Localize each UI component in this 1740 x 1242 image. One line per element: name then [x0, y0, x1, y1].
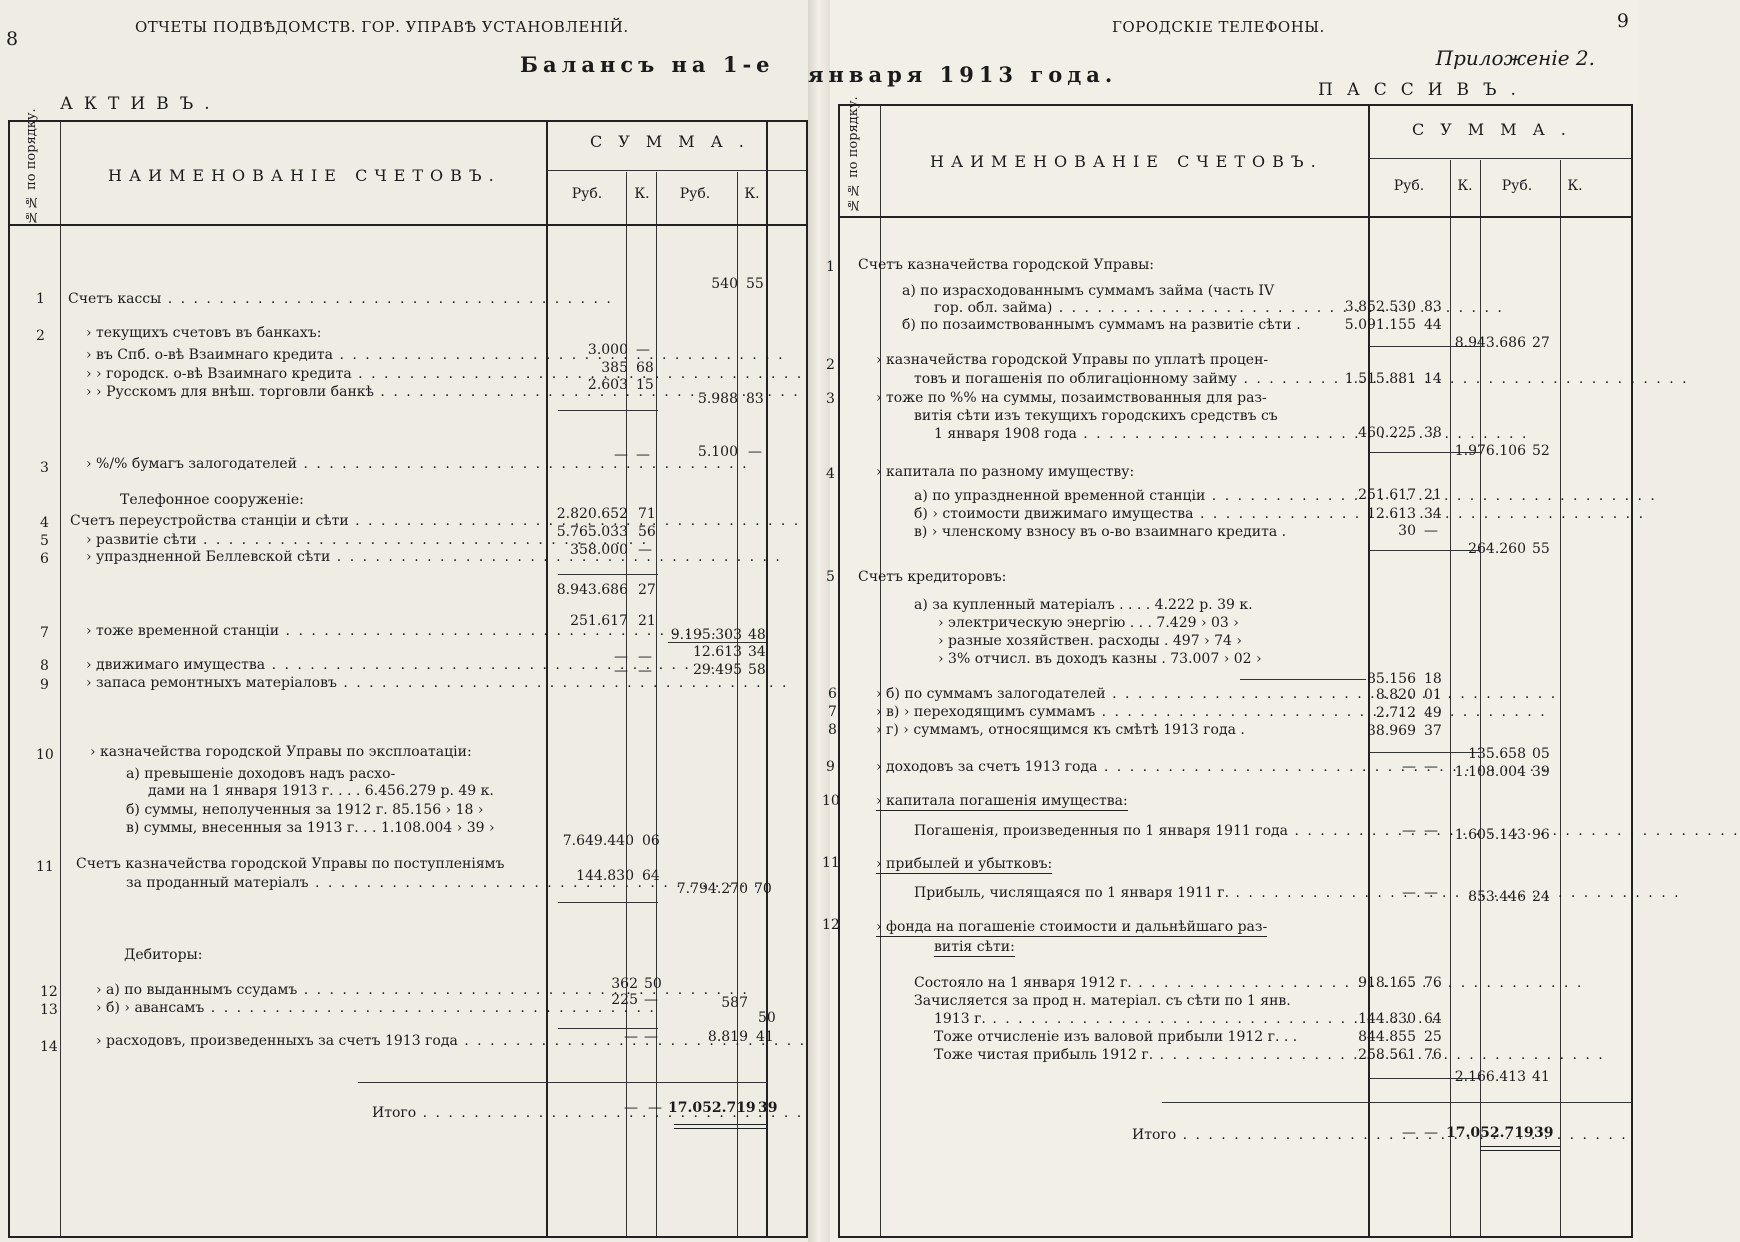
rub-header-2: Руб. [1501, 178, 1533, 194]
account-name: › капитала по разному имуществу: [876, 464, 1135, 480]
amount-rub: 2.712 [1375, 705, 1416, 721]
row-number: 6 [40, 551, 49, 567]
amount-kop: 76 [1424, 1047, 1442, 1063]
account-detail: 1913 г. . . . [934, 1010, 1334, 1028]
amount-rub: 12.613 [1367, 506, 1416, 522]
amount-kop: 83 [1424, 299, 1442, 315]
account-name: › казначейства городской Управы по эксплоатацiи: [90, 744, 472, 760]
amount-kop: 50 [644, 976, 662, 992]
account-detail: б) суммы, неполученныя за 1912 г. 85.156 › 18 › [126, 802, 484, 818]
amount-kop: — [636, 342, 650, 358]
subtotal-rub: 2.166.413 [1454, 1069, 1526, 1085]
account-name: › развитiе сѣти . . . [86, 531, 538, 549]
amount-rub: 2.603 [587, 377, 628, 393]
amount-rub: 144.830 [576, 868, 634, 884]
amount-kop: 38 [1424, 425, 1442, 441]
kop-header: К. [1457, 178, 1473, 194]
amount-kop: 70 [754, 881, 772, 897]
amount-kop: 64 [642, 868, 660, 884]
amount-rub: 7.794.270 [676, 881, 748, 897]
balance-title: января 1913 года. [808, 62, 1118, 87]
kop-header-2: К. [744, 186, 760, 202]
row-number: 12 [40, 984, 58, 1000]
amount-kop: 96 [1532, 827, 1550, 843]
total-kop-1: — [1424, 1125, 1438, 1141]
amount-rub: — [1402, 885, 1416, 901]
row-number: 6 [828, 686, 837, 702]
section-label: Дебиторы: [124, 947, 203, 963]
row-number: 5 [40, 533, 49, 549]
amount-kop: 39 [1532, 764, 1550, 780]
amount-kop: 34 [1424, 506, 1442, 522]
account-detail: Погашенiя, произведенныя по 1 января 1911 года . . . [914, 822, 1334, 840]
amount-kop: 68 [636, 360, 654, 376]
account-name: Счетъ кредиторовъ: [858, 569, 1007, 585]
right-page [808, 0, 1637, 1242]
account-detail: товъ и погашенiя по облигацiонному займу . . . [914, 370, 1334, 388]
account-detail: а) за купленный матерiалъ . . . . 4.222 р. 39 к. [914, 597, 1253, 613]
amount-rub: 1.108.004 [1454, 764, 1526, 780]
account-name: Счетъ кассы . . . [68, 290, 538, 308]
amount-rub: 540 [711, 276, 738, 292]
account-detail: › электрическую энергiю . . . 7.429 › 03 › [938, 615, 1239, 631]
col-no-header: №№ по порядку. [24, 108, 39, 224]
total-kop: 39 [758, 1100, 778, 1116]
row-number: 3 [40, 460, 49, 476]
account-detail: дами на 1 января 1913 г. . . . 6.456.279 р. 49 к. [148, 783, 494, 799]
row-number: 2 [36, 328, 45, 344]
account-detail: а) по израсходованнымъ суммамъ займа (часть IV [902, 283, 1275, 299]
amount-rub: 5.100 [697, 444, 738, 460]
subtotal-rub: 85.156 [1367, 671, 1416, 687]
amount-kop: — [638, 542, 652, 558]
amount-kop: 50 [758, 1010, 776, 1026]
subtotal-kop: 83 [746, 391, 764, 407]
amount-rub: 8.820 [1375, 687, 1416, 703]
account-name: › въ Спб. о-вѣ Взаимнаго кредита . . . [86, 346, 538, 364]
rub-header-2: Руб. [679, 186, 711, 202]
account-name: › б) по суммамъ залогодателей . . . [876, 685, 1334, 703]
subtotal-rub: 8.943.686 [1454, 335, 1526, 351]
amount-kop: 15 [636, 377, 654, 393]
account-name: › казначейства городской Управы по уплатѣ процен- [876, 352, 1269, 368]
col-sum-header: СУММА. [590, 132, 760, 151]
subtotal-kop: 05 [1532, 746, 1550, 762]
subtotal-kop: 27 [638, 582, 656, 598]
account-detail: в) суммы, внесенныя за 1913 г. . . 1.108.004 › 39 › [126, 820, 495, 836]
account-name: › прибылей и убытковъ: [876, 856, 1053, 872]
amount-kop: 25 [1424, 1029, 1442, 1045]
row-number: 1 [826, 259, 835, 275]
amount-kop: — [1424, 523, 1438, 539]
account-detail: 1 января 1908 года . . . [934, 425, 1334, 443]
total-label: Итого . . . [1132, 1126, 1332, 1144]
row-number: 14 [40, 1039, 58, 1055]
amount-rub: 144.830 [1358, 1011, 1416, 1027]
amount-kop: 76 [1424, 975, 1442, 991]
subtotal-rub: 5.988 [697, 391, 738, 407]
amount-rub: 8.819 [707, 1029, 748, 1045]
amount-rub: 385 [601, 360, 628, 376]
amount-rub: 1.515.881 [1344, 371, 1416, 387]
account-name: › в) › переходящимъ суммамъ . . . [876, 703, 1334, 721]
account-name: › капитала погашенiя имущества: [876, 793, 1128, 809]
subtotal-rub: 264.260 [1468, 541, 1526, 557]
account-name: Счетъ казначейства городской Управы по поступленiямъ [76, 856, 505, 872]
subtotal-rub: 8.943.686 [556, 582, 628, 598]
amount-kop: 58 [748, 662, 766, 678]
amount-kop: 41 [756, 1029, 774, 1045]
page-number: 9 [1616, 10, 1629, 32]
col-no-header: №№ по порядку. [846, 96, 861, 212]
row-number: 7 [40, 625, 49, 641]
amount-rub: 3.000 [587, 342, 628, 358]
subtotal-kop: 52 [1532, 443, 1550, 459]
amount-rub: 38.969 [1367, 723, 1416, 739]
subtotal-kop: 41 [1532, 1069, 1550, 1085]
row-number: 12 [822, 917, 840, 933]
account-name: › б) › авансамъ . . . [96, 999, 538, 1017]
row-number: 11 [822, 855, 840, 871]
amount-rub: 853.446 [1468, 889, 1526, 905]
amount-kop: — [1424, 759, 1438, 775]
aktiv-title: АКТИВЪ. [60, 94, 221, 114]
amount-kop: 55 [746, 276, 764, 292]
balance-title: Балансъ на 1-е [520, 52, 775, 77]
amount-rub: 362 [611, 976, 638, 992]
account-detail: витiя сѣти изъ текущихъ городскихъ средствъ съ [914, 408, 1278, 424]
amount-rub: 251.617 [570, 613, 628, 629]
subtotal-rub: 7.649.440 [562, 833, 634, 849]
amount-rub: — [614, 649, 628, 665]
amount-rub: 844.855 [1358, 1029, 1416, 1045]
account-name: › текущихъ счетовъ въ банкахъ: [86, 325, 322, 341]
account-name: › расходовъ, произведенныхъ за счетъ 1913 года . . . [96, 1032, 538, 1050]
row-number: 5 [826, 569, 835, 585]
row-number: 9 [40, 677, 49, 693]
amount-kop: 44 [1424, 317, 1442, 333]
total-rub: 17.052.719 [668, 1100, 756, 1116]
row-number: 13 [40, 1002, 58, 1018]
amount-rub: 2.820.652 [556, 506, 628, 522]
amount-kop: — [644, 992, 658, 1008]
subtotal-rub: 135.658 [1468, 746, 1526, 762]
row-number: 8 [828, 722, 837, 738]
account-name: › фонда на погашенiе стоимости и дальнѣйшаго раз- [876, 919, 1268, 935]
subtotal-kop: 55 [1532, 541, 1550, 557]
row-number: 4 [40, 515, 49, 531]
row-number: 4 [826, 466, 835, 482]
account-name: › тоже по %% на суммы, позаимствованныя для раз- [876, 390, 1267, 406]
account-detail: б) по позаимствованнымъ суммамъ на развитiе сѣти . [902, 317, 1301, 333]
amount-rub: 1.605.143 [1454, 827, 1526, 843]
rub-header: Руб. [1393, 178, 1425, 194]
account-name: › упраздненной Беллевской сѣти . . . [86, 548, 538, 566]
book-gutter [808, 0, 832, 1242]
amount-kop: 56 [638, 524, 656, 540]
amount-rub: 918.165 [1358, 975, 1416, 991]
row-number: 10 [36, 747, 54, 763]
amount-rub: — [614, 663, 628, 679]
account-detail: › 3% отчисл. въ доходъ казны . 73.007 › 02 › [938, 651, 1262, 667]
account-detail: а) по упраздненной временной станцiи . . . [914, 487, 1334, 505]
account-detail: Состояло на 1 января 1912 г. . . . [914, 974, 1334, 992]
account-name: витiя сѣти: [934, 939, 1015, 955]
subtotal-kop: 18 [1424, 671, 1442, 687]
amount-kop: 71 [638, 506, 656, 522]
col-name-header: НАИМЕНОВАНIЕ СЧЕТОВЪ. [108, 166, 501, 185]
account-name: › › городск. о-вѣ Взаимнаго кредита . . . [86, 365, 538, 383]
page-number: 8 [6, 28, 19, 50]
amount-rub: 12.613 [693, 644, 742, 660]
section-label: Телефонное сооруженiе: [120, 492, 304, 508]
row-number: 2 [826, 357, 835, 373]
subtotal-kop: 06 [642, 833, 660, 849]
amount-rub: 29.495 [693, 662, 742, 678]
total-kop-1: — [648, 1100, 662, 1116]
amount-rub: 587 [721, 995, 748, 1011]
amount-kop: — [1424, 885, 1438, 901]
account-name: Счетъ казначейства городской Управы: [858, 257, 1154, 273]
amount-kop: — [748, 444, 762, 460]
amount-rub: — [1402, 823, 1416, 839]
account-detail: Зачисляется за прод н. матерiал. съ сѣти по 1 янв. [914, 993, 1291, 1009]
account-detail: гор. обл. займа) . . . [934, 299, 1334, 317]
account-name: › доходовъ за счетъ 1913 года . . . [876, 758, 1334, 776]
total-label: Итого . . . [372, 1104, 552, 1122]
account-detail: в) › членскому взносу въ о-во взаимнаго кредита . [914, 524, 1287, 540]
amount-rub: — [614, 447, 628, 463]
account-name: › движимаго имущества . . . [86, 656, 538, 674]
amount-kop: 14 [1424, 371, 1442, 387]
amount-rub: — [1402, 759, 1416, 775]
amount-kop: — [1424, 823, 1438, 839]
row-number: 11 [36, 859, 54, 875]
total-rub: 17.052.719 [1446, 1125, 1534, 1141]
amount-kop: 64 [1424, 1011, 1442, 1027]
kop-header-2: К. [1567, 178, 1583, 194]
passiv-title: ПАССИВЪ. [1318, 80, 1530, 100]
amount-kop: 21 [1424, 487, 1442, 503]
amount-rub: 5.091.155 [1344, 317, 1416, 333]
account-name: › г) › суммамъ, относящимся къ смѣтѣ 1913 года . [876, 722, 1245, 738]
amount-rub: 30 [1398, 523, 1416, 539]
row-number: 1 [36, 291, 45, 307]
rub-header: Руб. [571, 186, 603, 202]
account-name: › тоже временной станцiи . . . [86, 622, 538, 640]
amount-kop: 34 [748, 644, 766, 660]
account-detail: Прибыль, числящаяся по 1 января 1911 г. . . . [914, 884, 1334, 902]
amount-rub: 251.617 [1358, 487, 1416, 503]
amount-kop: 37 [1424, 723, 1442, 739]
total-rub-1: — [624, 1100, 638, 1116]
account-name: за проданный матерiалъ . . . [126, 874, 538, 892]
amount-rub: — [624, 1029, 638, 1045]
amount-kop: — [636, 447, 650, 463]
account-detail: Тоже отчисленiе изъ валовой прибыли 1912 г. . . [934, 1029, 1298, 1045]
appendix-label: Приложенiе 2. [1435, 46, 1595, 70]
kop-header: К. [634, 186, 650, 202]
row-number: 10 [822, 793, 840, 809]
subtotal-rub: 1.976.106 [1454, 443, 1526, 459]
amount-kop: — [644, 1029, 658, 1045]
amount-kop: 48 [748, 627, 766, 643]
amount-kop: 21 [638, 613, 656, 629]
col-sum-header: СУММА. [1412, 120, 1582, 139]
amount-rub: 9.195.303 [670, 627, 742, 643]
amount-rub: 460.225 [1358, 425, 1416, 441]
subtotal-kop: 27 [1532, 335, 1550, 351]
col-name-header: НАИМЕНОВАНIЕ СЧЕТОВЪ. [930, 152, 1323, 171]
row-number: 9 [826, 759, 835, 775]
account-detail: Тоже чистая прибыль 1912 г. . . . [934, 1046, 1334, 1064]
left-page [0, 0, 810, 1242]
row-number: 3 [826, 391, 835, 407]
account-detail: › разные хозяйствен. расходы . 497 › 74 › [938, 633, 1242, 649]
account-detail: б) › стоимости движимаго имущества . . . [914, 505, 1334, 523]
row-number: 7 [828, 704, 837, 720]
amount-kop: 49 [1424, 705, 1442, 721]
account-name: › запаса ремонтныхъ матерiаловъ . . . [86, 674, 538, 692]
row-number: 8 [40, 658, 49, 674]
amount-rub: 258.561 [1358, 1047, 1416, 1063]
running-head: ГОРОДСКIЕ ТЕЛЕФОНЫ. [1112, 18, 1325, 36]
amount-rub: 3.852.530 [1344, 299, 1416, 315]
amount-kop: 24 [1532, 889, 1550, 905]
account-name: › %/% бумагъ залогодателей . . . [86, 455, 538, 473]
total-rub-1: — [1402, 1125, 1416, 1141]
total-kop: 39 [1534, 1125, 1554, 1141]
running-head: ОТЧЕТЫ ПОДВѢДОМСТВ. ГОР. УПРАВѢ УСТАНОВЛЕНIЙ. [135, 18, 629, 36]
account-name: › а) по выданнымъ ссудамъ . . . [96, 981, 538, 999]
account-detail: а) превышенiе доходовъ надъ расхо- [126, 766, 396, 782]
amount-kop: 01 [1424, 687, 1442, 703]
amount-rub: 5.765.033 [556, 524, 628, 540]
account-name: › › Русскомъ для внѣш. торговли банкѣ . . . [86, 383, 538, 401]
amount-rub: 225 [611, 992, 638, 1008]
amount-rub: 358.000 [570, 542, 628, 558]
amount-kop: — [638, 663, 652, 679]
account-name: Счетъ переустройства станцiи и сѣти . . . [70, 512, 538, 530]
amount-kop: — [638, 649, 652, 665]
